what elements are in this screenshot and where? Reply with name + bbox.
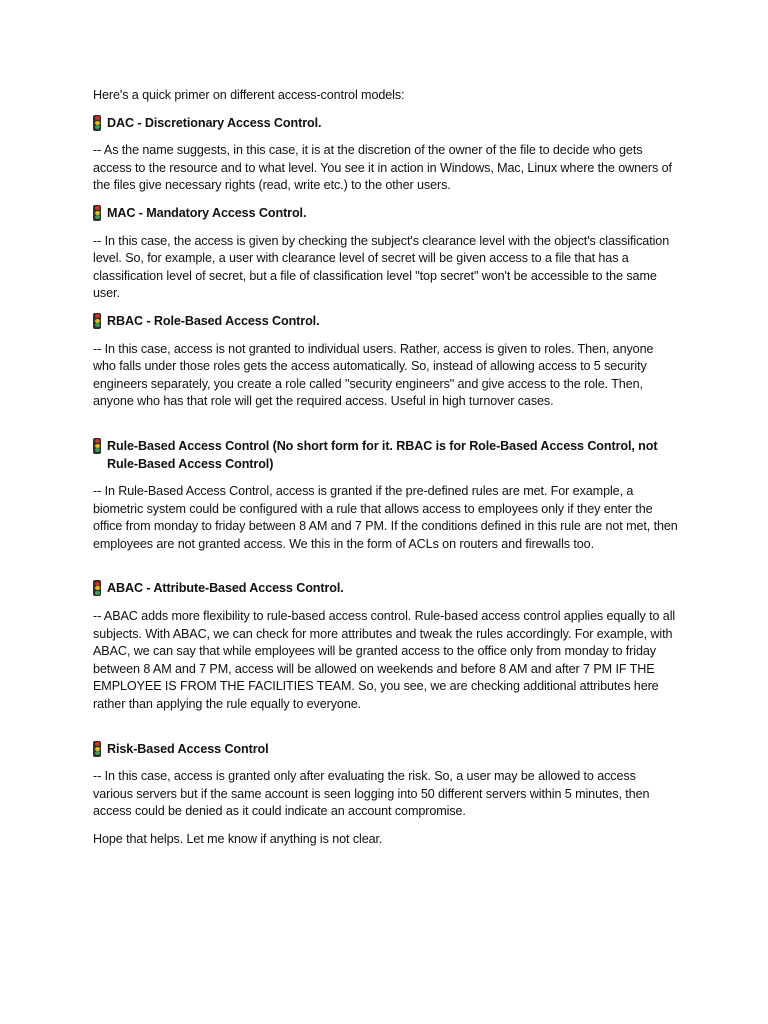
section-heading-mac (93, 205, 678, 223)
section-heading-text: MAC - Mandatory Access Control. (107, 205, 307, 220)
section-heading-risk-based (93, 741, 678, 759)
section-body-rbac: -- In this case, access is not granted to individual users. Rather, access is given to roles. Then, anyone who falls under those roles gets the access automatically. So, instead of allowing access to 5 security engineers separately, you create a role called "security engineers" and give access to the role. Then, anyone who has that role will get the required access. Useful in high turnover cases. (93, 341, 654, 409)
traffic-light-icon (93, 580, 101, 596)
section-heading-text: Rule-Based Access Control (No short form for it. RBAC is for Role-Based Access Control, not Rule-Based Access Control) (107, 438, 658, 471)
traffic-light-icon (93, 115, 101, 131)
document-page (93, 87, 678, 859)
section-body-abac: -- ABAC adds more flexibility to rule-based access control. Rule-based access control applies equally to all subjects. With ABAC, we can check for more attributes and tweak the rules accordingly. For example, with ABAC, we can say that while employees will be granted access to the office only from monday to friday between 8 AM and 7 PM, access will be allowed on weekends and before 8 AM and after 7 PM IF THE EMPLOYEE IS FROM THE FACILITIES TEAM. So, you see, we are checking additional attributes here rather than applying the rule equally to everyone. (93, 609, 676, 712)
section-heading-text: ABAC - Attribute-Based Access Control. (107, 581, 344, 596)
section-heading-dac (93, 115, 678, 133)
section-heading-text: Risk-Based Access Control (107, 741, 269, 756)
section-heading-text: DAC - Discretionary Access Control. (107, 115, 322, 130)
section-body-dac: -- As the name suggests, in this case, it is at the discretion of the owner of the file to decide who gets access to the resource and to what level. You see it in action in Windows, Mac, Linux where the owners of the files give necessary rights (read, write etc.) to the other users. (93, 143, 672, 193)
traffic-light-icon (93, 205, 101, 221)
traffic-light-icon (93, 438, 101, 454)
intro-text: Here's a quick primer on different access-control models: (93, 88, 405, 102)
section-body-mac: -- In this case, the access is given by checking the subject's clearance level with the object's classification level. So, for example, a user with clearance level of secret will be given access to a file that has a classification level of secret, but a file of classification level "top secret" won't be accessible to the same user. (93, 233, 670, 301)
closing-text: Hope that helps. Let me know if anything is not clear. (93, 832, 383, 846)
section-heading-text: RBAC - Role-Based Access Control. (107, 313, 320, 328)
section-heading-rule-based (93, 438, 678, 473)
spacer (93, 421, 678, 438)
section-heading-rbac (93, 313, 678, 331)
section-body-risk-based: -- In this case, access is granted only after evaluating the risk. So, a user may be allowed to access various servers but if the same account is seen logging into 50 different servers within 5 minutes, then access could be denied as it could indicate an account compromise. (93, 769, 650, 819)
section-body-rule-based: -- In Rule-Based Access Control, access is granted if the pre-defined rules are met. For example, a biometric system could be configured with a rule that allows access to employees only if they enter the office from monday to friday between 8 AM and 7 PM. If the conditions defined in this rule are not met, then employees are not granted access. We this in the form of ACLs on routers and firewalls too. (93, 484, 678, 551)
traffic-light-icon (93, 741, 101, 757)
traffic-light-icon (93, 313, 101, 329)
spacer (93, 563, 678, 580)
spacer (93, 724, 678, 741)
section-heading-abac (93, 580, 678, 598)
